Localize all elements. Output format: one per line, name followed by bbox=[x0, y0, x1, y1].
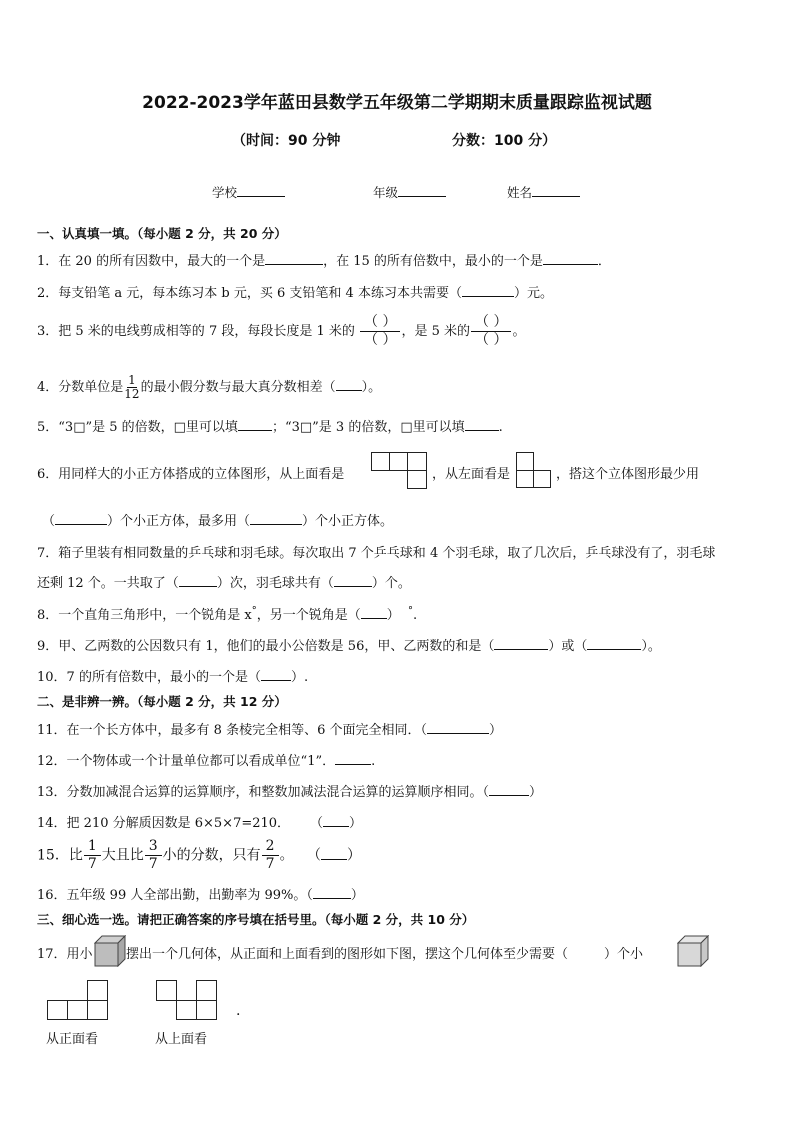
answer-blank[interactable] bbox=[336, 378, 362, 391]
question-17: 17．用小 bbox=[37, 947, 93, 962]
answer-blank[interactable] bbox=[361, 606, 387, 619]
fraction: $\frac{1}{7}$ bbox=[84, 838, 101, 873]
name-label: 姓名 bbox=[507, 185, 533, 200]
question-13: 13．分数加减混合运算的运算顺序，和整数加减法混合运算的运算顺序相同。（ ） bbox=[37, 785, 543, 800]
name-blank[interactable] bbox=[532, 184, 580, 197]
school-blank[interactable] bbox=[237, 184, 285, 197]
answer-blank[interactable] bbox=[334, 574, 372, 587]
question-6: 6．用同样大的小正方体搭成的立体图形，从上面看是 bbox=[37, 467, 345, 482]
grade-label: 年级 bbox=[373, 185, 399, 200]
left-view-figure bbox=[516, 452, 552, 488]
exam-title: 2022-2023学年蓝田县数学五年级第二学期期末质量跟踪监视试题 bbox=[142, 93, 652, 113]
question-1: 1．在 20 的所有因数中，最大的一个是 ，在 15 的所有倍数中，最小的一个是 ． bbox=[37, 254, 611, 269]
top-view-caption: 从上面看 bbox=[155, 1032, 208, 1047]
answer-blank[interactable] bbox=[261, 668, 291, 681]
answer-blank[interactable] bbox=[321, 847, 347, 860]
answer-blank[interactable] bbox=[462, 284, 514, 297]
school-label: 学校 bbox=[212, 185, 238, 200]
answer-blank[interactable] bbox=[313, 886, 351, 899]
question-3: 3．把 5 米的电线剪成相等的 7 段，每段长度是 1 米的 $\frac{( )}{( )}$ ，是 5 米的 $\frac{( )}{( )}$ 。 bbox=[37, 314, 526, 348]
answer-blank[interactable] bbox=[179, 574, 217, 587]
answer-blank[interactable] bbox=[465, 418, 499, 431]
fraction: $\frac{2}{7}$ bbox=[262, 838, 279, 873]
question-8: 8．一个直角三角形中，一个锐角是 x°，另一个锐角是（ ） °. bbox=[37, 605, 418, 623]
question-14: 14．把 210 分解质因数是 6×5×7=210． bbox=[37, 816, 291, 831]
fraction: $\frac{1}{12}$ bbox=[124, 373, 140, 401]
section-3-heading: 三、细心选一选。请把正确答案的序号填在括号里。（每小题 2 分，共 10 分） bbox=[37, 912, 475, 927]
question-9: 9．甲、乙两数的公因数只有 1，他们的最小公倍数是 56，甲、乙两数的和是（ ）或（ ）。 bbox=[37, 639, 661, 654]
exam-score: 分数：100 分） bbox=[452, 133, 557, 149]
top-view-figure bbox=[371, 452, 429, 489]
small-cube-icon bbox=[677, 935, 709, 967]
question-2: 2．每支铅笔 a 元，每本练习本 b 元，买 6 支铅笔和 4 本练习本共需要（ ）元。 bbox=[37, 286, 553, 301]
answer-blank[interactable] bbox=[494, 637, 548, 650]
grade-blank[interactable] bbox=[398, 184, 446, 197]
question-10: 10．7 的所有倍数中，最小的一个是（ ）. bbox=[37, 670, 309, 685]
grade-field bbox=[373, 183, 446, 201]
front-view-caption: 从正面看 bbox=[46, 1032, 99, 1047]
answer-blank[interactable] bbox=[543, 252, 598, 265]
answer-blank[interactable] bbox=[335, 752, 371, 765]
section-1-heading: 一、认真填一填。（每小题 2 分，共 20 分） bbox=[37, 226, 287, 241]
question-16: 16．五年级 99 人全部出勤，出勤率为 99%。（ ） bbox=[37, 888, 364, 903]
school-field bbox=[212, 183, 285, 201]
answer-blank[interactable] bbox=[238, 418, 272, 431]
question-4: 4．分数单位是 $\frac{1}{12}$ 的最小假分数与最大真分数相差（ ）。 bbox=[37, 373, 382, 401]
fraction-blank[interactable]: $\frac{( )}{( )}$ bbox=[360, 314, 400, 349]
front-view-figure bbox=[47, 980, 109, 1020]
name-field bbox=[507, 183, 580, 201]
small-cube-icon bbox=[94, 935, 126, 967]
question-15: 15．比 $\frac{1}{7}$ 大且比 $\frac{3}{7}$ 小的分数，只有 $\frac{2}{7}$ 。 （ ） bbox=[37, 838, 361, 872]
answer-blank[interactable] bbox=[55, 512, 107, 525]
question-5: 5．“3□”是 5 的倍数，□里可以填 ；“3□”是 3 的倍数，□里可以填 . bbox=[37, 420, 503, 435]
exam-time: （时间：90 分钟 bbox=[232, 133, 341, 149]
question-12: 12．一个物体或一个计量单位都可以看成单位“1”． . bbox=[37, 754, 376, 769]
answer-blank[interactable] bbox=[427, 721, 489, 734]
answer-blank[interactable] bbox=[265, 252, 323, 265]
trailing-period: . bbox=[236, 1003, 241, 1019]
question-7: 7．箱子里装有相同数量的乒乓球和羽毛球。每次取出 7 个乒乓球和 4 个羽毛球，取了几次后，乒乓球没有了，羽毛球 bbox=[37, 546, 716, 561]
fraction-blank[interactable]: $\frac{( )}{( )}$ bbox=[471, 314, 511, 349]
top-view-figure-q17 bbox=[156, 980, 218, 1020]
question-11: 11．在一个长方体中，最多有 8 条棱完全相等、6 个面完全相同．（ ） bbox=[37, 723, 502, 738]
answer-blank[interactable] bbox=[250, 512, 302, 525]
answer-blank[interactable] bbox=[587, 637, 641, 650]
answer-blank[interactable] bbox=[489, 783, 529, 796]
fraction: $\frac{3}{7}$ bbox=[145, 838, 162, 873]
answer-blank[interactable] bbox=[323, 814, 349, 827]
section-2-heading: 二、是非辨一辨。（每小题 2 分，共 12 分） bbox=[37, 694, 287, 709]
